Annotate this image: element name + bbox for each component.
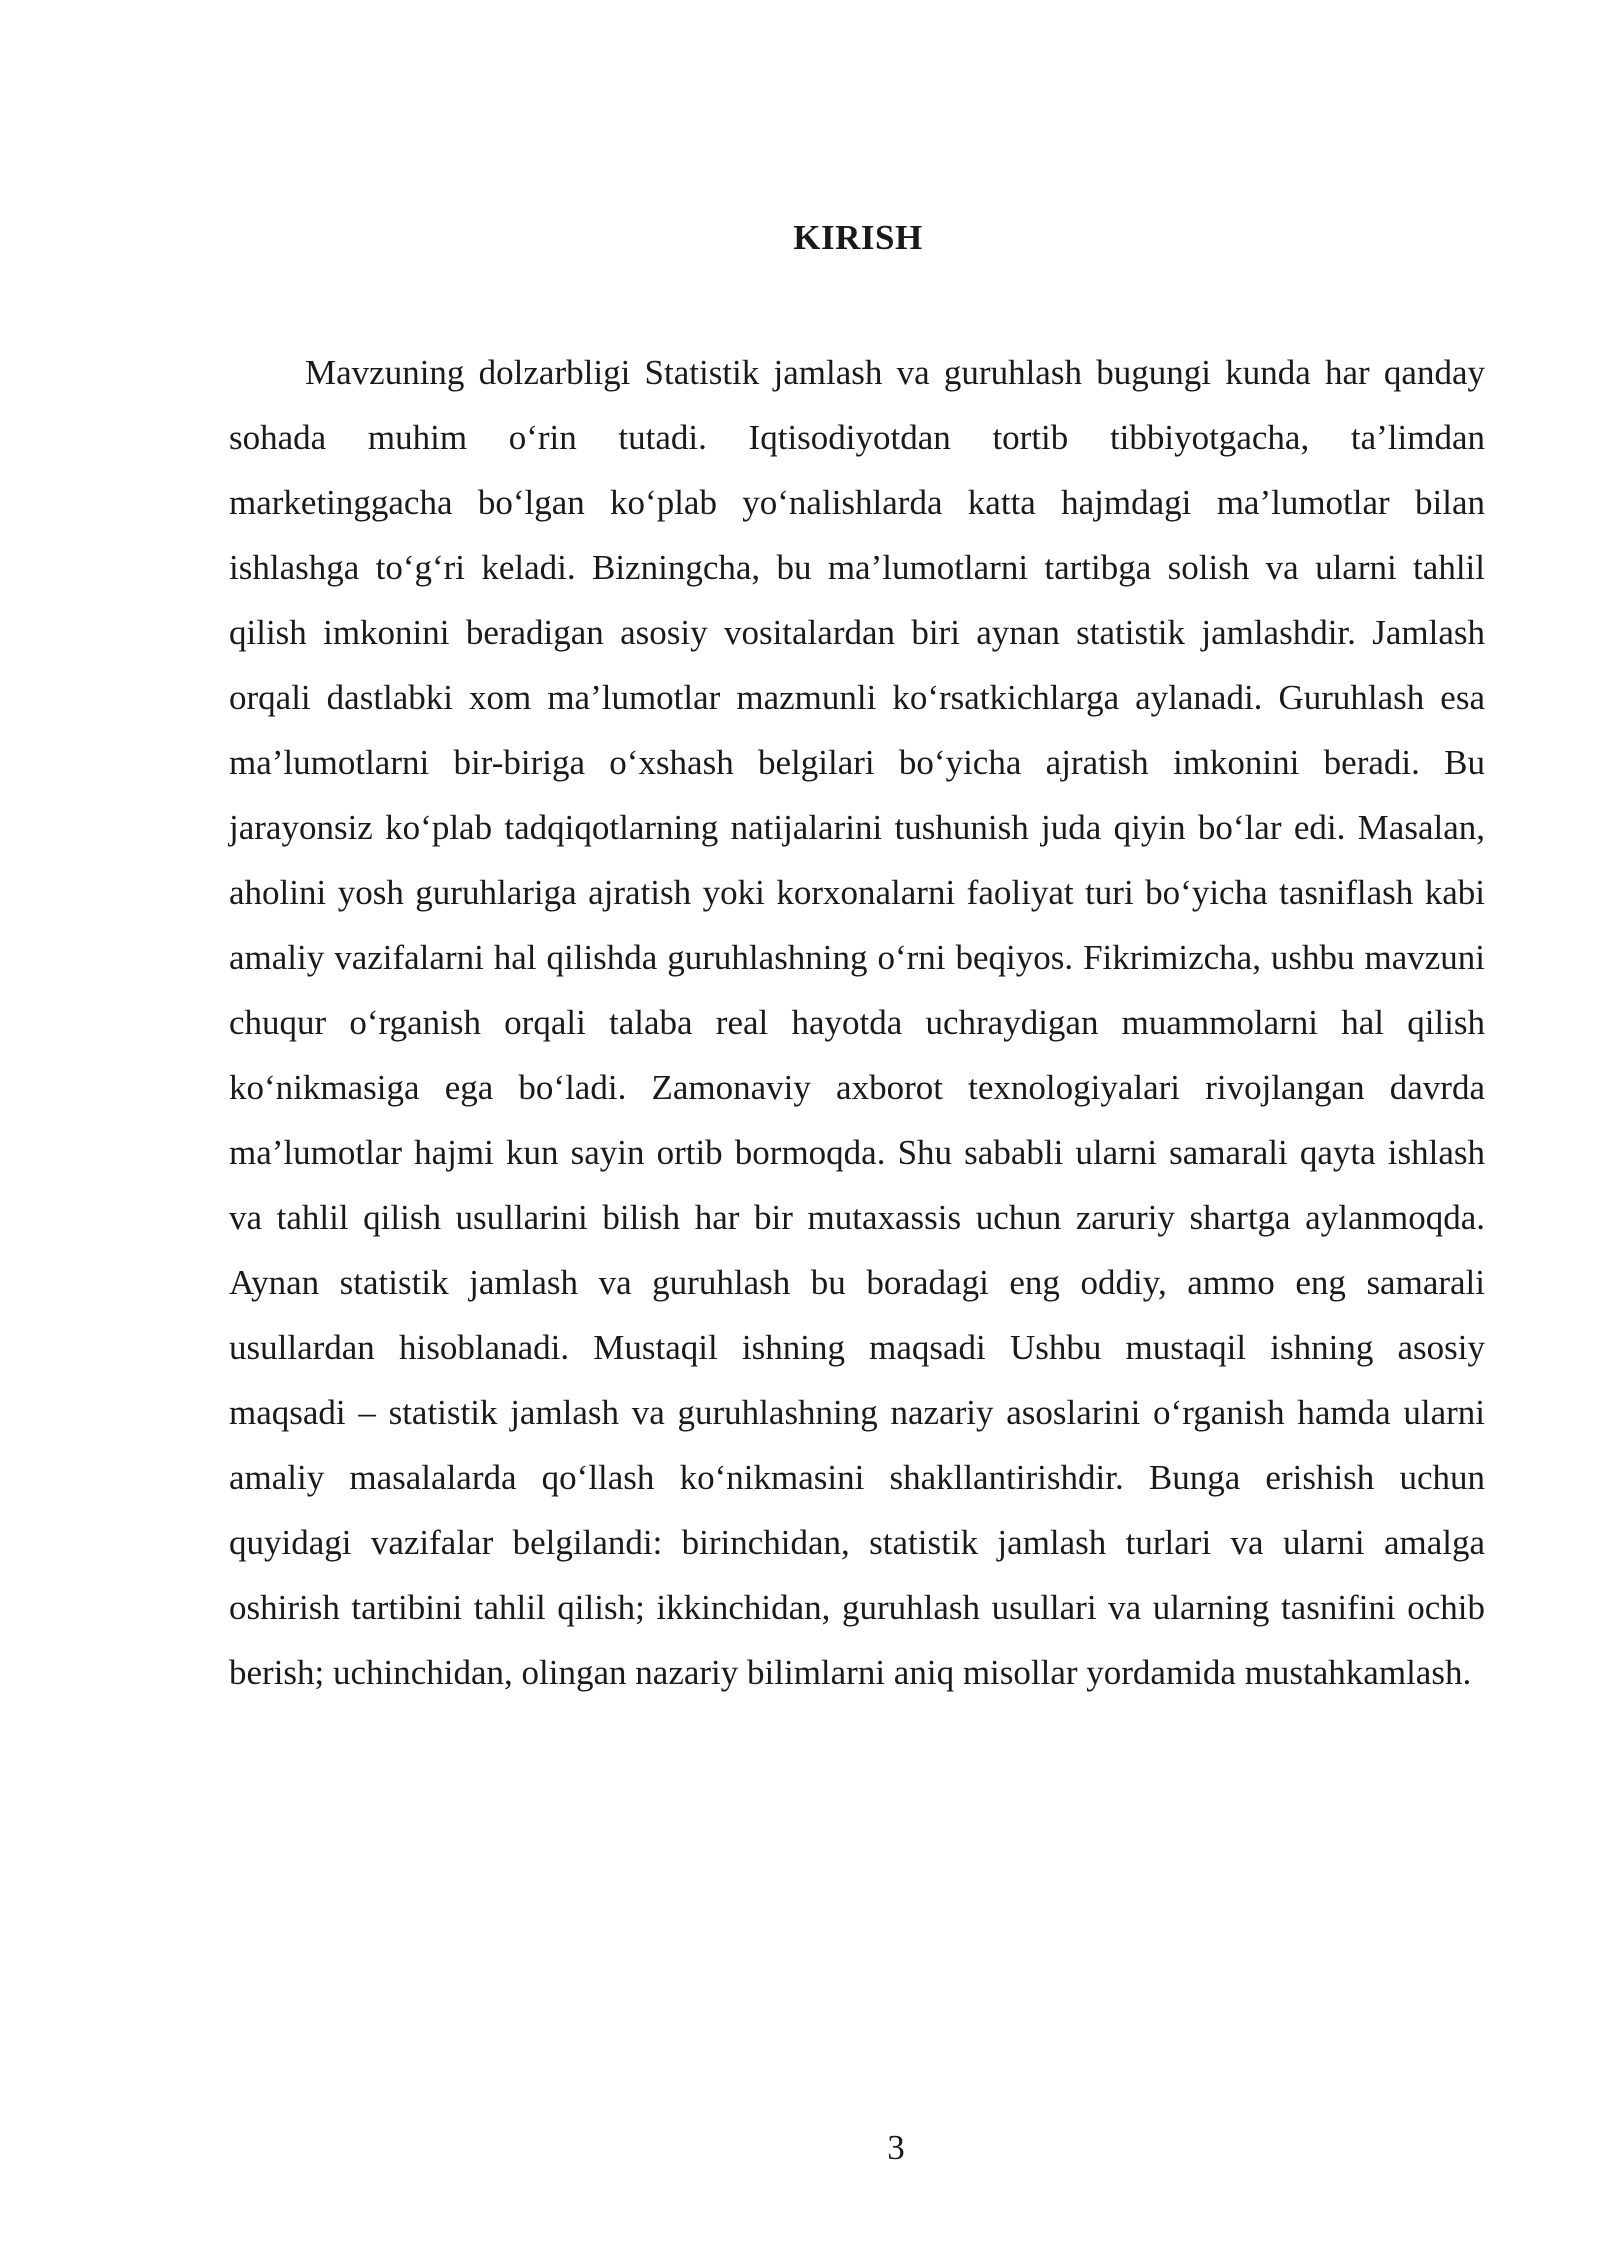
page-number: 3 [887,2128,905,2167]
page-title: KIRISH [793,218,923,257]
body-paragraph: Mavzuning dolzarbligi Statistik jamlash va guruhlash bugungi kunda har qanday sohada muhim o‘rin tutadi. Iqtisodiyotdan tortib tibbiyotgacha, ta’limdan marketinggacha bo‘lgan ko‘plab yo‘nalishlarda katta hajmdagi ma’lumotlar bilan ishlashga to‘g‘ri keladi. Bizningcha, bu ma’lumotlarni tartibga solish va ularni tahlil qilish imkonini beradigan asosiy vositalardan biri aynan statistik jamlashdir. Jamlash orqali dastlabki xom ma’lumotlar mazmunli ko‘rsatkichlarga aylanadi. Guruhlash esa ma’lumotlarni bir-biriga o‘xshash belgilari bo‘yicha ajratish imkonini beradi. Bu jarayonsiz ko‘plab tadqiqotlarning natijalarini tushunish juda qiyin bo‘lar edi. Masalan, aholini yosh guruhlariga ajratish yoki korxonalarni faoliyat turi bo‘yicha tasniflash kabi amaliy vazifalarni hal qilishda guruhlashning o‘rni beqiyos. Fikrimizcha, ushbu mavzuni chuqur o‘rganish orqali talaba real hayotda uchraydigan muammolarni hal qilish ko‘nikmasiga ega bo‘ladi. Zamonaviy axborot texnologiyalari rivojlangan davrda ma’lumotlar hajmi kun sayin ortib bormoqda. Shu sababli ularni samarali qayta ishlash va tahlil qilish usullarini bilish har bir mutaxassis uchun zaruriy shartga aylanmoqda. Aynan statistik jamlash va guruhlash bu boradagi eng oddiy, ammo eng samarali usullardan hisoblanadi. Mustaqil ishning maqsadi Ushbu mustaqil ishning asosiy maqsadi – statistik jamlash va guruhlashning nazariy asoslarini o‘rganish hamda ularni amaliy masalalarda qo‘llash ko‘nikmasini shakllantirishdir. Bunga erishish uchun quyidagi vazifalar belgilandi: birinchidan, statistik jamlash turlari va ularni amalga oshirish tartibini tahlil qilish; ikkinchidan, guruhlash usullari va ularning tasnifini ochib berish; uchinchidan, olingan nazariy bilimlarni aniq misollar yordamida mustahkamlash. [229,353,1485,1692]
